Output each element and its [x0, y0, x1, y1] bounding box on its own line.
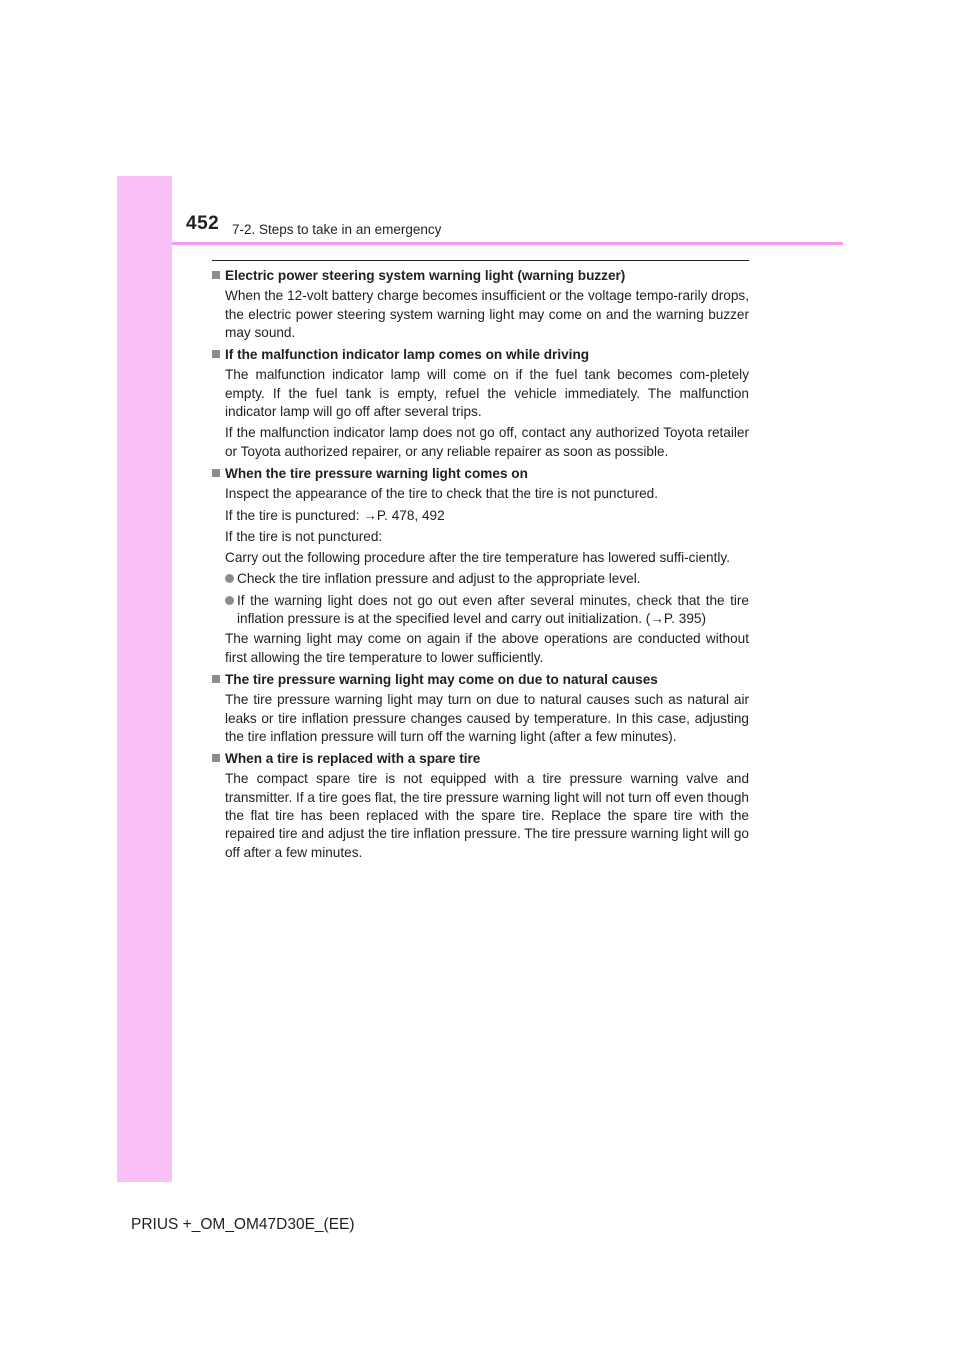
square-bullet-icon — [212, 754, 220, 762]
section-malfunction-lamp — [212, 346, 749, 461]
content-top-rule — [212, 260, 749, 261]
section-paragraph-page-ref: If the tire is punctured: →P. 478, 492 — [225, 507, 445, 523]
square-bullet-icon — [212, 271, 220, 279]
procedure-step: If the warning light does not go out even after several minutes, check that the tire inflation pressure is at the specified level and carry out initialization. (→P. 395) — [212, 592, 749, 629]
section-paragraph: When the 12-volt battery charge becomes insufficient or the voltage tempo-rarily drops, the electric power steering system warning light may come on and the warning buzzer may sound. — [225, 288, 749, 340]
section-heading: The tire pressure warning light may come on due to natural causes — [212, 671, 749, 689]
section-title: 7-2. Steps to take in an emergency — [232, 222, 442, 237]
header-rule — [172, 242, 843, 245]
procedure-step: Check the tire inflation pressure and adjust to the appropriate level. — [212, 570, 749, 588]
section-paragraph: The malfunction indicator lamp will come on if the fuel tank becomes com-pletely empty. If the fuel tank is empty, refuel the vehicle immediately. The malfunction indicator lamp will go off after several trips. — [225, 367, 749, 420]
square-bullet-icon — [212, 675, 220, 683]
round-bullet-icon — [225, 574, 234, 583]
section-spare-tire — [212, 750, 749, 862]
side-color-strip — [117, 176, 172, 1182]
section-heading: When the tire pressure warning light comes on — [212, 465, 749, 483]
section-paragraph: The compact spare tire is not equipped with a tire pressure warning valve and transmitter. If a tire goes flat, the tire pressure warning light will not turn off even though the flat tire has been replaced with the spare tire. Replace the spare tire with the repaired tire and adjust the tire inflation pressure. The tire pressure warning light will go off after a few minutes. — [225, 771, 749, 860]
section-paragraph: The tire pressure warning light may turn on due to natural causes such as natural air leaks or tire inflation pressure changes caused by temperature. In this case, adjusting the tire inflation pressure will turn off the warning light (after a few minutes). — [225, 692, 749, 744]
square-bullet-icon — [212, 469, 220, 477]
round-bullet-icon — [225, 596, 234, 605]
footer-doc-id: PRIUS +_OM_OM47D30E_(EE) — [131, 1216, 355, 1233]
section-paragraph: Inspect the appearance of the tire to check that the tire is not punctured. — [225, 486, 659, 502]
section-paragraph: If the tire is not punctured: — [225, 528, 383, 544]
page-number: 452 — [186, 213, 220, 234]
section-natural-causes — [212, 671, 749, 746]
section-power-steering — [212, 267, 749, 342]
square-bullet-icon — [212, 350, 220, 358]
section-tire-pressure-light — [212, 465, 749, 667]
section-heading: If the malfunction indicator lamp comes on while driving — [212, 346, 749, 364]
section-heading: When a tire is replaced with a spare tire — [212, 750, 749, 768]
content-area — [212, 264, 749, 866]
section-heading: Electric power steering system warning light (warning buzzer) — [212, 267, 749, 285]
section-paragraph: Carry out the following procedure after the tire temperature has lowered suffi-ciently. — [225, 550, 730, 566]
section-paragraph: If the malfunction indicator lamp does not go off, contact any authorized Toyota retailer or Toyota authorized repairer, or any reliable repairer as soon as possible. — [225, 425, 749, 459]
section-paragraph: The warning light may come on again if the above operations are conducted without first allowing the tire temperature to lower sufficiently. — [225, 631, 749, 665]
